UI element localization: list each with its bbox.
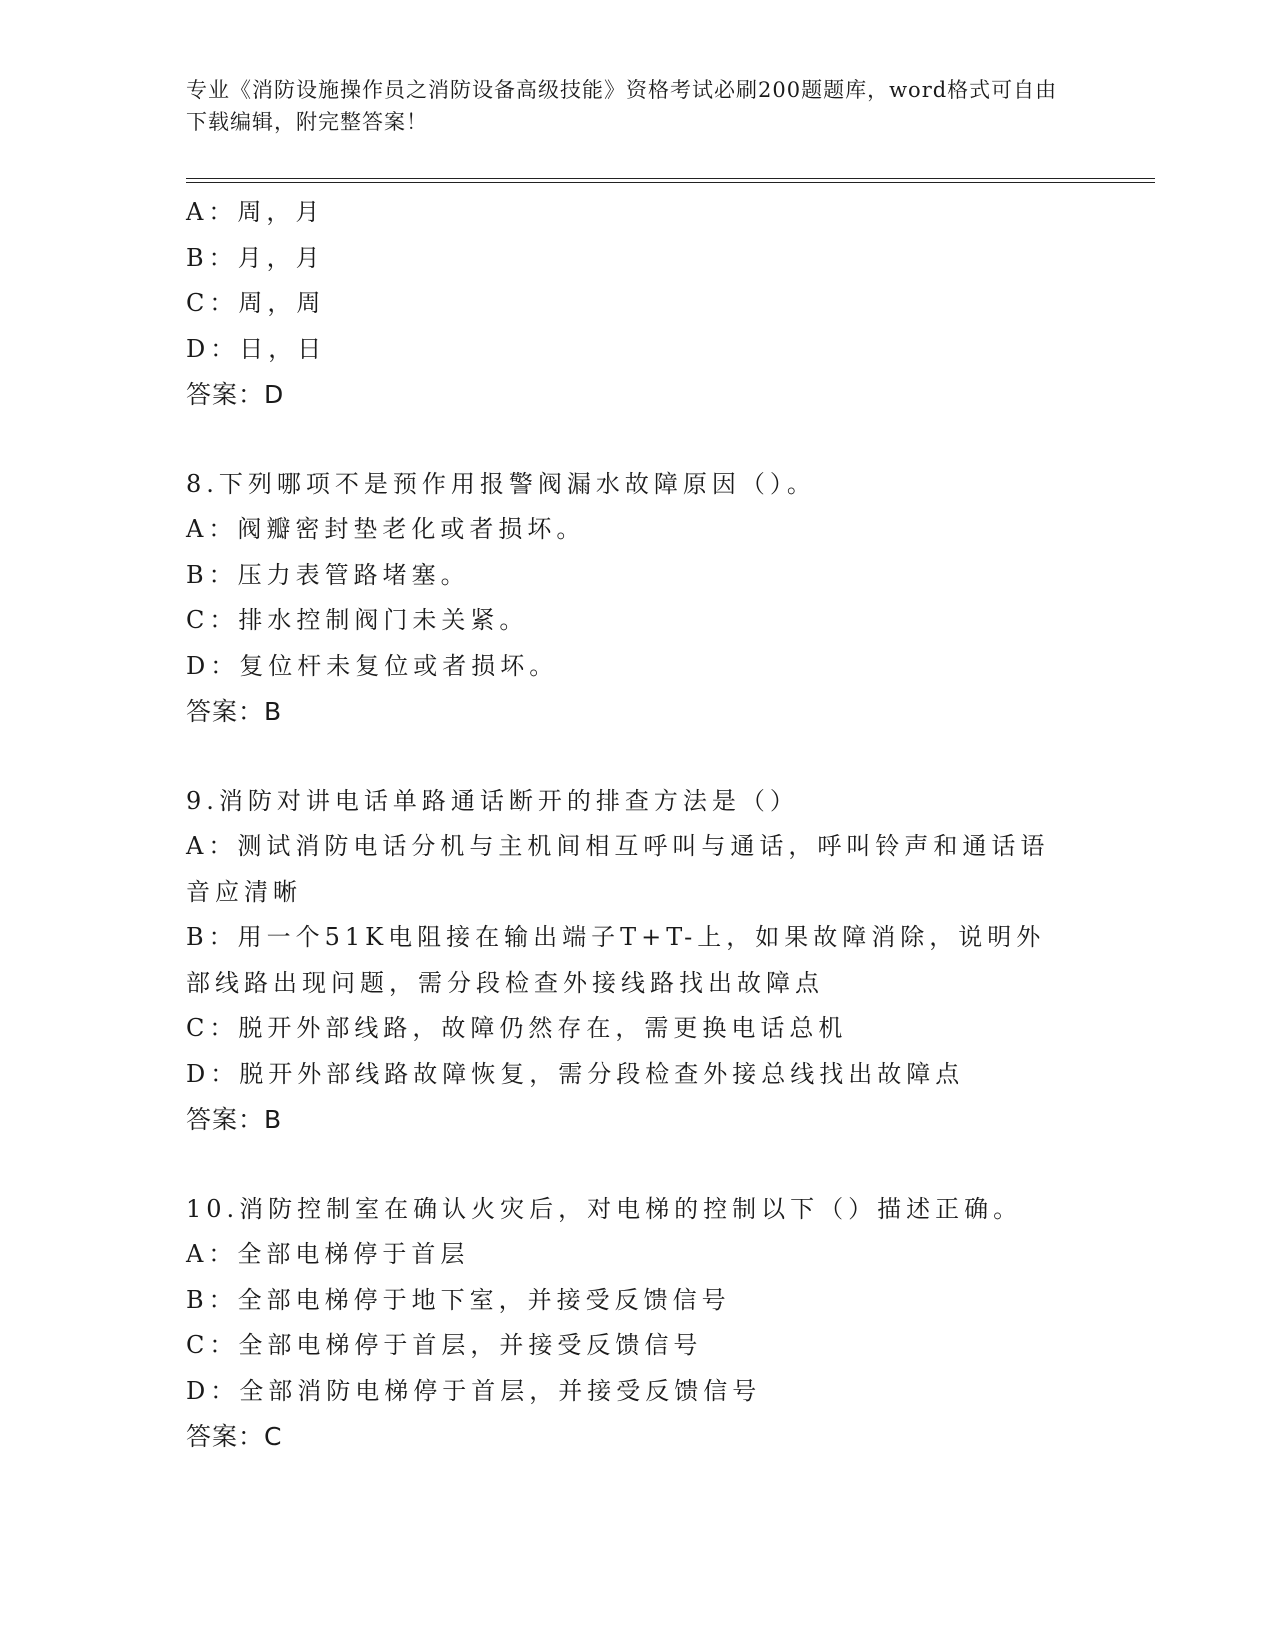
option-d: D：日，日 xyxy=(186,334,327,363)
question-stem: 8.下列哪项不是预作用报警阀漏水故障原因（）。 xyxy=(186,469,816,498)
answer: 答案：C xyxy=(186,1422,283,1451)
header-divider-top xyxy=(186,178,1155,179)
document-header: 专业《消防设施操作员之消防设备高级技能》资格考试必刷200题题库，word格式可自由下载编辑，附完整答案！ xyxy=(186,78,1058,134)
option-b: B：用一个51K电阻接在输出端子T+T-上，如果故障消除，说明外部线路出现问题，需分段检查外接线路找出故障点 xyxy=(186,923,1046,997)
option-a: A：阀瓣密封垫老化或者损坏。 xyxy=(186,515,586,543)
question-stem: 10.消防控制室在确认火灾后，对电梯的控制以下（）描述正确。 xyxy=(186,1194,1023,1223)
option-c: C：排水控制阀门未关紧。 xyxy=(186,606,529,634)
option-b: B：全部电梯停于地下室，并接受反馈信号 xyxy=(186,1285,731,1314)
question-list xyxy=(186,190,1086,1460)
option-d: D：全部消防电梯停于首层，并接受反馈信号 xyxy=(186,1376,762,1405)
answer: 答案：B xyxy=(186,1105,283,1134)
option-c: C：周，周 xyxy=(186,289,326,317)
option-a: A：测试消防电话分机与主机间相互呼叫与通话，呼叫铃声和通话语音应清晰 xyxy=(186,832,1050,906)
option-d: D：脱开外部线路故障恢复，需分段检查外接总线找出故障点 xyxy=(186,1059,965,1088)
answer: 答案：B xyxy=(186,697,283,726)
question-8 xyxy=(186,462,1086,735)
option-a: A：周，月 xyxy=(186,198,325,226)
question-stem: 9.消防对讲电话单路通话断开的排查方法是（） xyxy=(186,786,799,815)
header-divider-bottom xyxy=(186,182,1155,183)
question-10 xyxy=(186,1187,1086,1460)
question-9 xyxy=(186,779,1086,1143)
option-a: A：全部电梯停于首层 xyxy=(186,1240,470,1268)
answer: 答案：D xyxy=(186,380,285,409)
option-b: B：压力表管路堵塞。 xyxy=(186,560,470,589)
option-d: D：复位杆未复位或者损坏。 xyxy=(186,651,559,680)
option-c: C：全部电梯停于首层，并接受反馈信号 xyxy=(186,1331,703,1359)
question-7 xyxy=(186,190,1086,418)
option-c: C：脱开外部线路，故障仍然存在，需更换电话总机 xyxy=(186,1014,848,1042)
option-b: B：月，月 xyxy=(186,243,325,272)
